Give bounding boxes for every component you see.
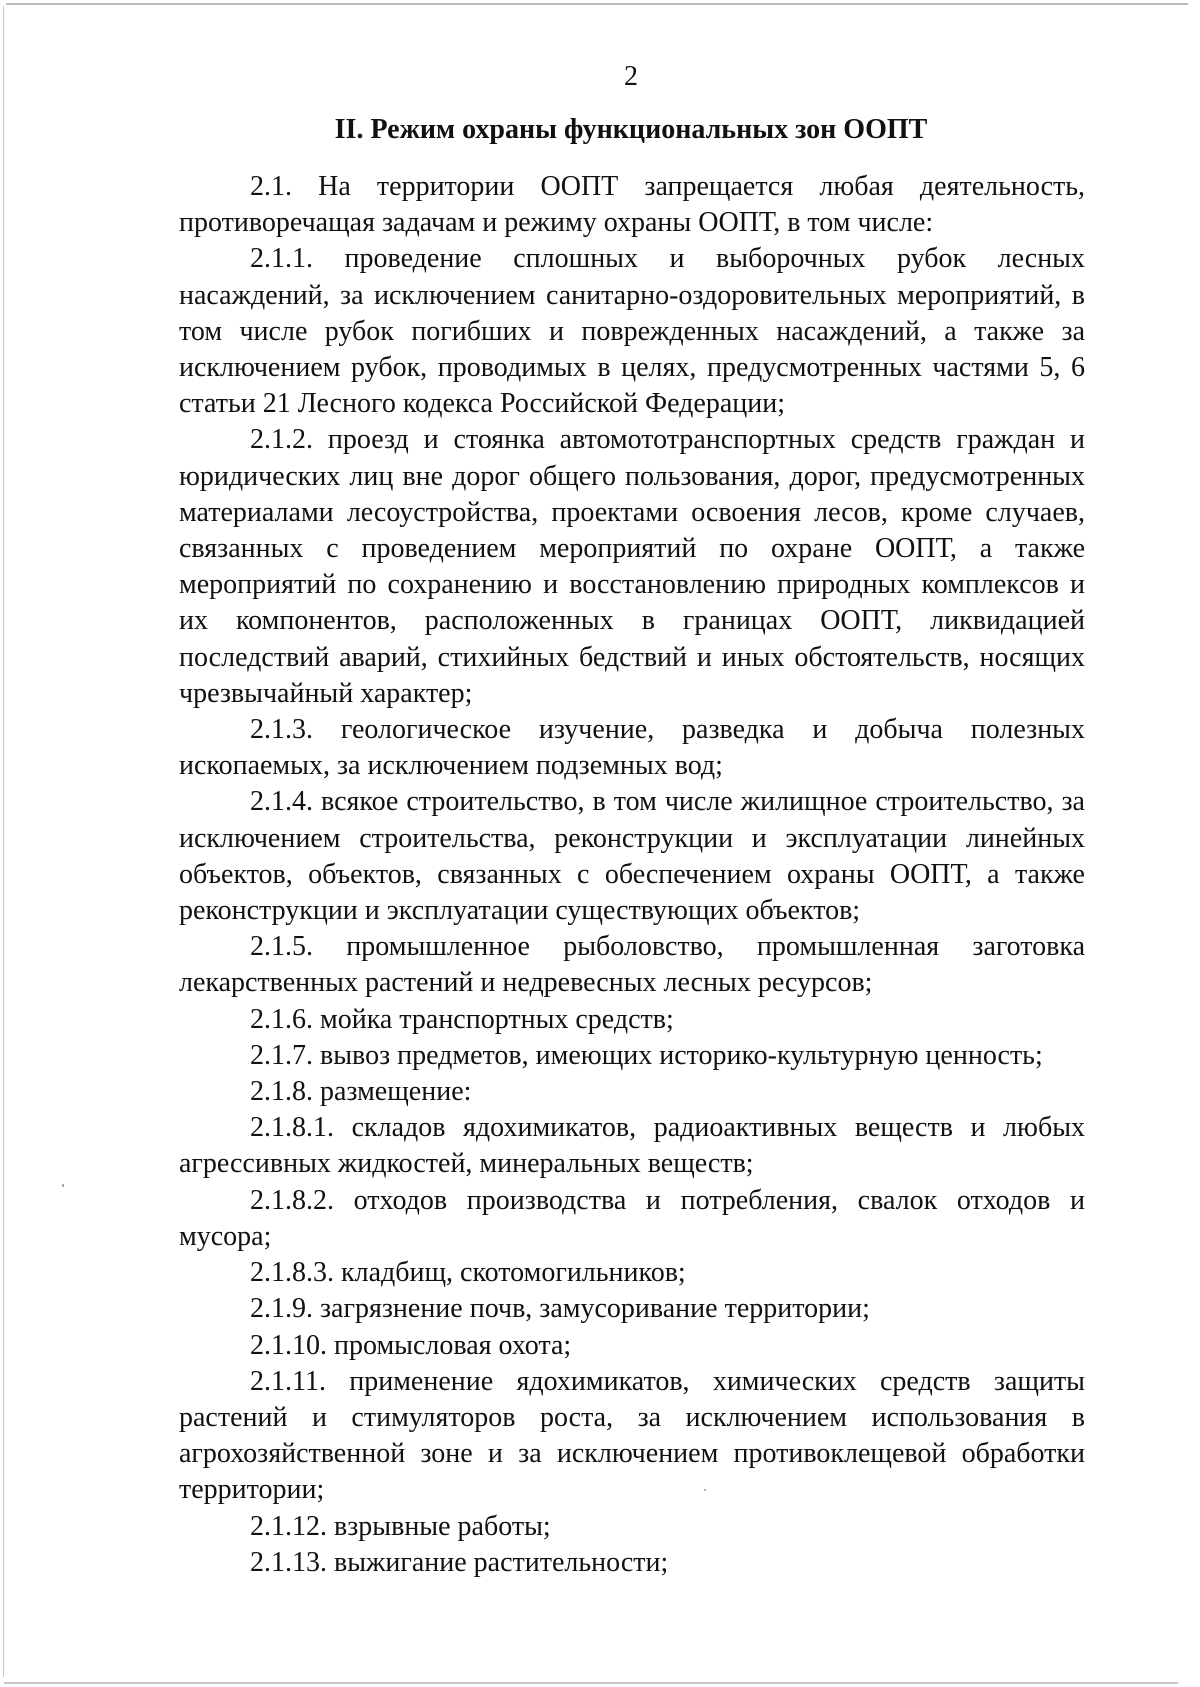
paragraph-2-1-8-3: 2.1.8.3. кладбищ, скотомогильников; bbox=[250, 1257, 686, 1289]
paragraph-2-1-2: 2.1.2. проезд и стоянка автомототранспортных средств граждан и юридических лиц вне дорог общего пользования, дорог, предусмотренных материалами лесоустройства, проектами освоения лесов, кроме случаев, связанных с проведением мероприятий по охране ООПТ, а также мероприятий по сохранению и восстановлению природных комплексов и их компонентов, расположенных в границах ООПТ, ликвидацией последствий аварий, стихийных бедствий и иных обстоятельств, носящих чрезвычайный характер; bbox=[179, 424, 1085, 709]
scan-left-edge bbox=[3, 6, 4, 1677]
section-title: II. Режим охраны функциональных зон ООПТ bbox=[334, 114, 928, 145]
paragraph-2-1-1: 2.1.1. проведение сплошных и выборочных рубок лесных насаждений, за исключением санитарно-оздоровительных мероприятий, в том числе рубок погибших и поврежденных насаждений, а также за исключением рубок, проводимых в целях, предусмотренных частями 5, 6 статьи 21 Лесного кодекса Российской Федерации; bbox=[179, 243, 1085, 420]
paragraph-2-1-7: 2.1.7. вывоз предметов, имеющих историко-культурную ценность; bbox=[250, 1039, 1043, 1071]
paragraph-2-1-3: 2.1.3. геологическое изучение, разведка и добыча полезных ископаемых, за исключением подземных вод; bbox=[179, 714, 1085, 782]
scan-bottom-edge bbox=[4, 1682, 1178, 1684]
paragraph-2-1-10: 2.1.10. промысловая охота; bbox=[250, 1329, 572, 1361]
paragraph-2-1-11: 2.1.11. применение ядохимикатов, химических средств защиты растений и стимуляторов роста, за исключением использования в агрохозяйственной зоне и за исключением противоклещевой обработки территории; bbox=[179, 1365, 1085, 1506]
paragraph-2-1-4: 2.1.4. всякое строительство, в том числе жилищное строительство, за исключением строительства, реконструкции и эксплуатации линейных объектов, объектов, связанных с обеспечением охраны ООПТ, а также реконструкции и эксплуатации существующих объектов; bbox=[179, 786, 1085, 927]
paragraph-2-1-12: 2.1.12. взрывные работы; bbox=[250, 1510, 551, 1542]
scan-top-edge bbox=[6, 3, 1188, 5]
paragraph-2-1-5: 2.1.5. промышленное рыболовство, промышленная заготовка лекарственных растений и недревесных лесных ресурсов; bbox=[179, 931, 1085, 999]
paragraph-2-1-8: 2.1.8. размещение: bbox=[250, 1076, 472, 1108]
paragraph-2-1-8-1: 2.1.8.1. складов ядохимикатов, радиоактивных веществ и любых агрессивных жидкостей, минеральных веществ; bbox=[179, 1112, 1085, 1180]
paragraph-2-1-13: 2.1.13. выжигание растительности; bbox=[250, 1546, 669, 1578]
paragraph-2-1: 2.1. На территории ООПТ запрещается любая деятельность, противоречащая задачам и режиму охраны ООПТ, в том числе: bbox=[179, 171, 1085, 239]
document-body bbox=[179, 169, 1085, 1581]
scan-speck bbox=[62, 1184, 64, 1187]
paragraph-2-1-9: 2.1.9. загрязнение почв, замусоривание территории; bbox=[250, 1293, 870, 1325]
paragraph-2-1-6: 2.1.6. мойка транспортных средств; bbox=[250, 1003, 674, 1035]
page-number: 2 bbox=[624, 61, 638, 92]
paragraph-2-1-8-2: 2.1.8.2. отходов производства и потребления, свалок отходов и мусора; bbox=[179, 1184, 1085, 1252]
